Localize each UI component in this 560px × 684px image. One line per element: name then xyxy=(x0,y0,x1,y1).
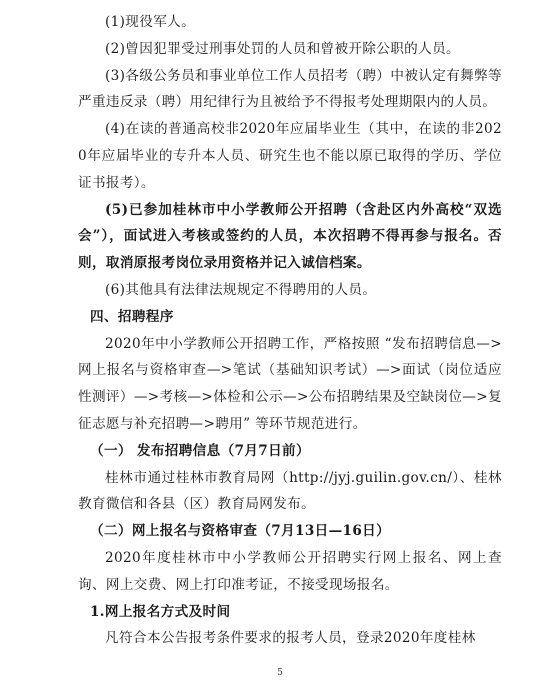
item-non-graduate-students: (4)在读的普通高校非2020年应届毕业生（其中，在读的非2020年应届毕业的专升本人员、研究生也不能以原已取得的学历、学位证书报考）。 xyxy=(78,121,502,191)
section-heading-recruitment-procedure: 四、招聘程序 xyxy=(90,308,174,325)
item-active-military: (1)现役军人。 xyxy=(105,14,196,30)
publish-info-body: 桂林市通过桂林市教育局网（http://jyj.guilin.gov.cn/）、桂林教育微信和各县（区）教育局网发布。 xyxy=(78,469,502,513)
subheading-publish-info: （一） 发布招聘信息（7月7日前） xyxy=(90,442,310,459)
item-prior-recruitment-notice: (5)已参加桂林市中小学教师公开招聘（含赴区内外高校“双选会”），面试进入考核或签约的人员，本次招聘不得再参与报名。否则，取消原报考岗位录用资格并记入诚信档案。 xyxy=(78,201,502,272)
subheading-registration-method: 1.网上报名方式及时间 xyxy=(90,603,231,620)
page-number: 5 xyxy=(277,668,283,678)
online-registration-body: 2020年度桂林市中小学教师公开招聘实行网上报名、网上查询、网上交费、网上打印准考证，不接受现场报名。 xyxy=(78,549,502,593)
registration-method-body: 凡符合本公告报考条件要求的报考人员，登录2020年度桂林 xyxy=(105,630,476,647)
procedure-overview: 2020年中小学教师公开招聘工作，严格按照 “发布招聘信息—>网上报名与资格审查—>笔试（基础知识考试）—>面试（岗位适应性测评）—>考核—>体检和公示—>公布招聘结果及空缺岗位—>复征志愿与补充招聘—>聘用” 等环节规范进行。 xyxy=(78,335,502,432)
subheading-online-registration: （二）网上报名与资格审查（7月13日—16日） xyxy=(90,523,391,540)
item-exam-misconduct: (3)各级公务员和事业单位工作人员招考（聘）中被认定有舞弊等严重违反录（聘）用纪律行为且被给予不得报考处理期限内的人员。 xyxy=(78,67,502,111)
item-other-legal-restrictions: (6)其他具有法律法规规定不得聘用的人员。 xyxy=(105,281,377,298)
item-criminal-record: (2)曾因犯罪受过刑事处罚的人员和曾被开除公职的人员。 xyxy=(105,40,460,57)
